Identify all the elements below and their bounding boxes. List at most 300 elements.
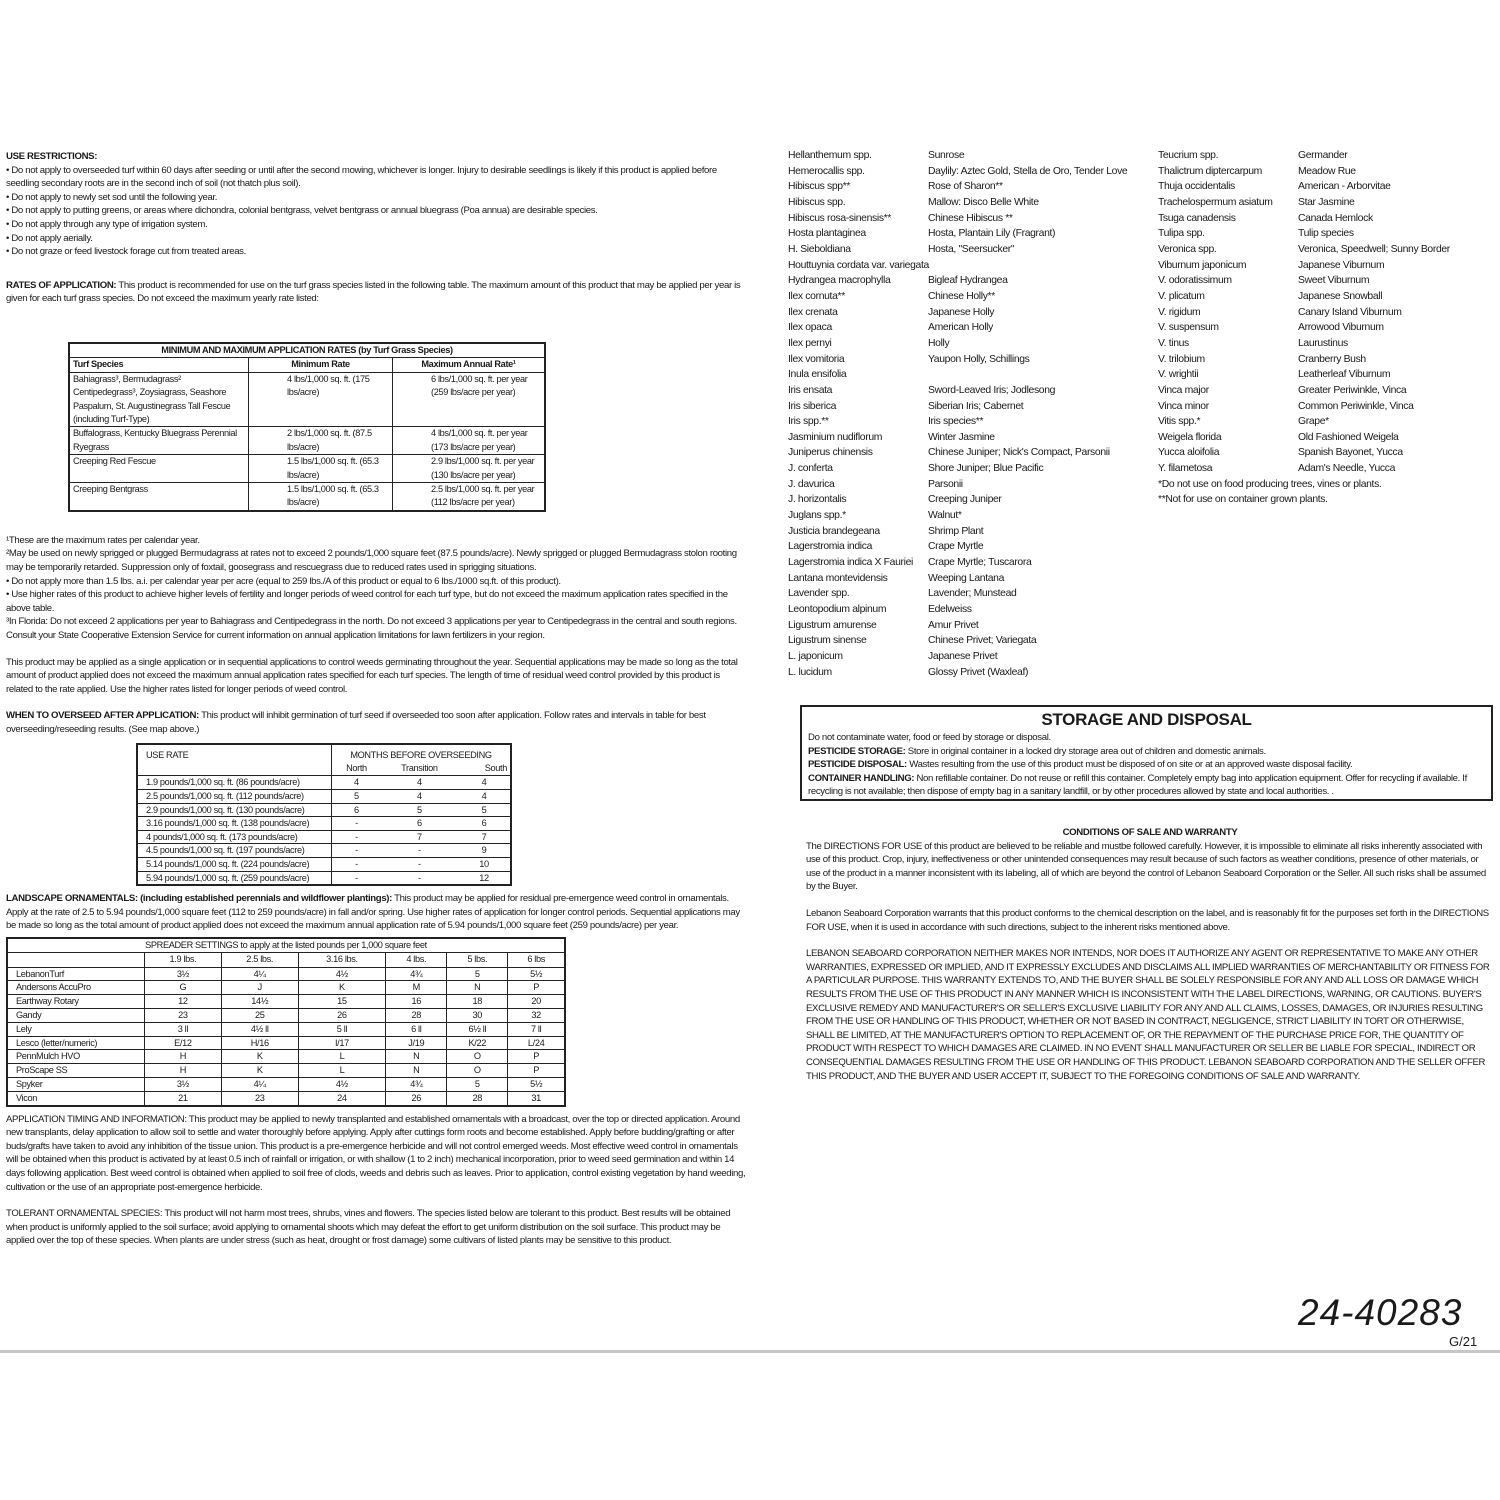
spreader-cell: 4½: [298, 967, 386, 981]
plant-common-name: Chinese Privet; Variegata: [928, 635, 1037, 647]
overseed-cell: -: [355, 818, 358, 829]
spreader-cell: 28: [386, 1009, 447, 1023]
overseed-cell: 6: [354, 804, 359, 815]
spreader-row: [7, 1022, 565, 1036]
overseed-cell: -: [418, 872, 421, 883]
spreader-col-header: 4 lbs.: [386, 953, 447, 967]
plant-row: [788, 336, 1148, 352]
plant-latin-name: Lavender spp.: [788, 588, 850, 600]
timing-text: APPLICATION TIMING AND INFORMATION: This product may be applied to newly transplanted and established ornamentals with a broadcast, over the top or directed application. Around new transplants, delay application to allow soil to settle and water thoroughly before applying. Apply after cuttings form roots and become established. Apply before budding/grafting or after buds/grafts have taken to avoid any inhibition of the tissue union. This product is a pre-emergence herbicide and will not control emerged weeds. Most effective weed control in ornamentals will be obtained when this product is activated by at least 0.5 inch of rainfall or irrigation, or with shallow (1 to 2 inch) mechanical incorporation, prior to weed seed germination and within 14 days following application. Best weed control is obtained when applied to soil free of clods, weeds and debris such as leaves. Prior to application, control existing vegetation by hand weeding, cultivation or the use of an appropriate post-emergence herbicide.: [6, 1113, 746, 1193]
rate-table-row: [69, 372, 545, 427]
plant-latin-name: Hibiscus spp**: [788, 181, 851, 193]
spreader-row: [7, 1064, 565, 1078]
plant-latin-name: Hellanthemum spp.: [788, 150, 872, 161]
overseed-cell: 4: [481, 777, 487, 788]
rates-text: This product is recommended for use on the turf grass species listed in the following table. The maximum amount of this product that may be applied per year is given for each turf grass species. Do not exceed the maximum yearly rate listed:: [6, 279, 741, 305]
plant-latin-name: Y. filametosa: [1158, 463, 1213, 475]
plant-latin-name: Tsuga canadensis: [1158, 212, 1236, 224]
overseed-cell: 5.14 pounds/1,000 sq. ft. (224 pounds/acre): [137, 857, 332, 871]
overseed-row: [137, 844, 511, 858]
spreader-cell: 4¾: [386, 967, 447, 981]
overseed-text: This product will inhibit germination of turf seed if overseeded too soon after application. Follow rates and intervals in table for best overseeding/reseeding results. (See map above.): [6, 710, 706, 735]
overseed-cell: 4: [416, 790, 422, 801]
plant-latin-name: Weigela florida: [1158, 431, 1222, 443]
spreader-col-header: 6 lbs: [508, 953, 565, 967]
spreader-cell: Spyker: [16, 1079, 43, 1090]
plant-latin-name: Juglans spp.*: [788, 510, 846, 522]
plant-common-name: Japanese Snowball: [1298, 290, 1383, 302]
plant-latin-name: Thalictrum diptercarpum: [1158, 165, 1262, 177]
plant-latin-name: Houttuynia cordata var. variegata: [788, 259, 929, 271]
overseed-row: [137, 871, 511, 885]
overseed-cell: 12: [479, 872, 489, 883]
plant-latin-name: Ligustrum amurense: [788, 619, 877, 631]
plant-row: [1158, 305, 1488, 321]
plant-row: [788, 602, 1148, 618]
spreader-cell: 6½ ll: [447, 1022, 508, 1036]
spreader-cell: G: [145, 981, 222, 995]
plant-latin-name: Ilex vomitoria: [788, 353, 845, 365]
conditions-p3: LEBANON SEABOARD CORPORATION NEITHER MAKES NOR INTENDS, NOR DOES IT AUTHORIZE ANY AGENT OR REPRESENTATIVE TO MAKE ANY OTHER WARRANTIES, EXPRESSED OR IMPLIED, AND IT EXPRESSLY EXCLUDES AND DISCLAIMS ALL IMPLIED WARRANTIES OF MERCHANTABILITY OR FITNESS FOR A PARTICULAR PURPOSE. THIS WARRANTY EXTENDS TO, AND THE BUYER SHALL BE SOLELY RESPONSIBLE FOR ANY AND ALL LOSS OR DAMAGE WHICH RESULTS FROM THE USE OF THIS PRODUCT IN ANY MANNER WHICH IS INCONSISTENT WITH THE LABEL DIRECTIONS, WARNING, OR CAUTIONS. BUYER'S EXCLUSIVE REMEDY AND MANUFACTURER'S OR SELLER'S EXCLUSIVE LIABILITY FOR ANY AND ALL CLAIMS, LOSSES, DAMAGES, OR INJURIES RESULTING FROM THE USE OR HANDLING OF THIS PRODUCT, WHETHER OR NOT BASED IN CONTRACT, NEGLIGENCE, STRICT LIABILITY IN TORT OR OTHERWISE, SHALL BE LIMITED, AT THE MANUFACTURER'S OPTION TO REPLACEMENT OF, OR THE REPAYMENT OF THE PURCHASE PRICE FOR, THE QUANTITY OF PRODUCT WITH RESPECT TO WHICH DAMAGES ARE CLAIMED. IN NO EVENT SHALL MANUFACTURER OR SELLER BE LIABLE FOR SPECIAL, INDIRECT OR CONSEQUENTIAL DAMAGES RESULTING FROM THE USE OR HANDLING OF THIS PRODUCT. LEBANON SEABOARD CORPORATION AND THE SELLER OFFER THIS PRODUCT, AND THE BUYER AND USER ACCEPT IT, SUBJECT TO THE FOREGOING CONDITIONS OF SALE AND WARRANTY.: [806, 948, 1490, 1082]
spreader-cell: 15: [298, 995, 386, 1009]
spreader-cell: J/19: [386, 1036, 447, 1050]
spreader-cell: K: [221, 1064, 298, 1078]
plant-row: [788, 211, 1148, 227]
plant-common-name: Yaupon Holly, Schillings: [928, 353, 1030, 365]
plant-latin-name: Teucrium spp.: [1158, 150, 1219, 161]
spreader-cell: 20: [508, 995, 565, 1009]
rate-table-title: MINIMUM AND MAXIMUM APPLICATION RATES (by Turf Grass Species): [69, 343, 545, 358]
overseed-region: North: [346, 762, 367, 773]
plant-latin-name: Veronica spp.: [1158, 243, 1217, 255]
page-divider: [0, 1350, 1500, 1353]
storage-item-label: PESTICIDE DISPOSAL:: [808, 759, 907, 771]
plant-common-name: Cranberry Bush: [1298, 353, 1366, 365]
plant-row: [1158, 383, 1488, 399]
plant-common-name: Star Jasmine: [1298, 196, 1355, 208]
plant-row: [1158, 414, 1488, 430]
overseed-cell: 4: [416, 777, 422, 788]
spreader-cell: Lesco (letter/numeric): [16, 1037, 98, 1048]
spreader-cell: H: [145, 1050, 222, 1064]
plant-common-name: Edelweiss: [928, 604, 972, 616]
plant-row: [788, 555, 1148, 571]
spreader-cell: 28: [447, 1091, 508, 1105]
rate-table-header: Minimum Rate: [249, 358, 393, 372]
overseed-row: [137, 857, 511, 871]
plant-row: [1158, 226, 1488, 242]
plant-row: [788, 195, 1148, 211]
spreader-row: [7, 967, 565, 981]
plant-latin-name: Hydrangea macrophylla: [788, 275, 891, 287]
restriction-line: • Do not apply to newly set sod until the following year.: [6, 191, 218, 203]
restriction-line: • Do not apply to putting greens, or areas where dichondra, colonial bentgrass, velvet bentgrass or annual bluegrass (Poa annua) are desirable species.: [6, 205, 598, 217]
overseed-region: Transition: [401, 762, 438, 773]
spreader-cell: E/12: [145, 1036, 222, 1050]
plant-row: [788, 649, 1148, 665]
rate-table-cell: 4 lbs/1,000 sq. ft. (175 lbs/acre): [249, 372, 393, 427]
plant-latin-name: Justicia brandegeana: [788, 525, 880, 537]
spreader-row: [7, 995, 565, 1009]
plant-common-name: Arrowood Viburnum: [1298, 322, 1384, 334]
storage-box: [800, 705, 1493, 801]
storage-title: STORAGE AND DISPOSAL: [1041, 710, 1252, 729]
spreader-cell: N: [447, 981, 508, 995]
plant-row: [788, 289, 1148, 305]
plant-latin-name: V. trilobium: [1158, 353, 1205, 365]
conditions-title: CONDITIONS OF SALE AND WARRANTY: [1062, 827, 1238, 838]
plant-common-name: Veronica, Speedwell; Sunny Border: [1298, 243, 1450, 255]
landscape-text: This product may be applied for residual pre-emergence weed control in ornamentals. Apply at the rate of 2.5 to 5.94 pounds/1,000 square feet (112 to 259 pounds/acre) in fall and/or spring. Use higher rates of application for longer control periods. Sequential applications may be made so long as the total amount of product applied does not exceed the maximum annual application rate of 5.94 pounds/1,000 square feet (259 pounds/acre) per year.: [6, 893, 740, 932]
spreader-cell: 24: [298, 1091, 386, 1105]
plant-latin-name: L. japonicum: [788, 651, 843, 662]
spreader-cell: 26: [386, 1091, 447, 1105]
plant-row: [788, 414, 1148, 430]
spreader-cell: 5 ll: [298, 1022, 386, 1036]
product-code: 24-40283: [1298, 1292, 1463, 1333]
plant-latin-name: Hosta plantaginea: [788, 228, 866, 240]
spreader-table: [6, 937, 566, 1107]
plant-row: [1158, 289, 1488, 305]
spreader-col-header: 3.16 lbs.: [298, 953, 386, 967]
plant-common-name: Crape Myrtle: [928, 541, 984, 553]
rate-table-row: [69, 427, 545, 455]
plant-row: [1158, 195, 1488, 211]
plant-common-name: Hosta, Plantain Lily (Fragrant): [928, 228, 1056, 240]
plant-common-name: Old Fashioned Weigela: [1298, 431, 1399, 443]
plant-common-name: Shrimp Plant: [928, 525, 984, 537]
overseed-group-header: MONTHS BEFORE OVERSEEDING: [350, 749, 492, 760]
plant-common-name: Iris species**: [928, 416, 984, 428]
left-column: [6, 150, 746, 1248]
plant-common-name: Spanish Bayonet, Yucca: [1298, 447, 1403, 459]
rate-table-header: Maximum Annual Rate¹: [393, 358, 546, 372]
plant-latin-name: Ilex cornuta**: [788, 290, 845, 302]
rate-table-cell: Creeping Bentgrass: [73, 484, 148, 494]
spreader-col-header: 2.5 lbs.: [221, 953, 298, 967]
plant-latin-name: Hemerocallis spp.: [788, 165, 865, 177]
plant-common-name: Japanese Privet: [928, 651, 998, 662]
plant-row: [788, 586, 1148, 602]
overseed-cell: 4 pounds/1,000 sq. ft. (173 pounds/acre): [137, 830, 332, 844]
overseed-cell: 7: [416, 831, 422, 842]
plant-latin-name: Tulipa spp.: [1158, 228, 1205, 240]
rates-section: [6, 279, 746, 306]
spreader-cell: 3 ll: [145, 1022, 222, 1036]
plant-row: [1158, 148, 1488, 164]
use-restrictions-heading: USE RESTRICTIONS:: [6, 151, 98, 162]
plant-common-name: Germander: [1298, 150, 1348, 161]
overseed-cell: -: [355, 872, 358, 883]
overseed-cell: 10: [479, 858, 489, 869]
spreader-row: [7, 1036, 565, 1050]
plant-latin-name: Vitis spp.*: [1158, 416, 1201, 428]
plant-row: [788, 461, 1148, 477]
overseed-cell: 5: [416, 804, 422, 815]
plant-latin-name: Ilex crenata: [788, 306, 838, 318]
plant-common-name: Creeping Juniper: [928, 494, 1002, 506]
plant-row: [788, 305, 1148, 321]
rate-table-cell: 2.9 lbs/1,000 sq. ft. per year (130 lbs/acre per year): [393, 455, 546, 483]
plant-common-name: Winter Jasmine: [928, 431, 995, 443]
plant-common-name: Common Periwinkle, Vinca: [1298, 400, 1414, 412]
plant-row: [1158, 164, 1488, 180]
plant-common-name: Grape*: [1298, 416, 1329, 428]
plant-latin-name: Jasminium nudiflorum: [788, 431, 883, 443]
plant-row: [788, 352, 1148, 368]
spreader-cell: M: [386, 981, 447, 995]
plant-row: [788, 618, 1148, 634]
plant-common-name: Laurustinus: [1298, 337, 1348, 349]
plant-note: **Not for use on container grown plants.: [1158, 494, 1328, 506]
spreader-cell: P: [508, 1050, 565, 1064]
spreader-cell: I/17: [298, 1036, 386, 1050]
plant-row: [1158, 399, 1488, 415]
conditions-section: [806, 826, 1494, 1083]
storage-item-label: CONTAINER HANDLING:: [808, 772, 915, 784]
spreader-col-header: 1.9 lbs.: [145, 953, 222, 967]
spreader-cell: L: [298, 1050, 386, 1064]
spreader-cell: Earthway Rotary: [16, 996, 79, 1007]
tolerant-text: TOLERANT ORNAMENTAL SPECIES: This product will not harm most trees, shrubs, vines and flowers. The species listed below are tolerant to this product. Best results will be obtained when product is uniformly applied to the soil surface; avoid applying to ornamental shoots which may defeat the effort to get uniform distribution on the soil surface. This product may be applied over the top of these species. When plants are under stress (such as heat, drought or frost damage) some cultivars of listed plants may be sensitive to this product.: [6, 1208, 731, 1247]
footnotes: [6, 534, 746, 643]
conditions-p2: Lebanon Seaboard Corporation warrants that this product conforms to the chemical description on the label, and is reasonably fit for the purposes set forth in the DIRECTIONS FOR USE, when it is used in accordance with such directions, subject to the inherent risks mentioned above.: [806, 907, 1489, 933]
plant-list-b: [1158, 148, 1488, 508]
overseed-cell: 9: [481, 845, 487, 856]
plant-row: [788, 524, 1148, 540]
plant-common-name: Sunrose: [928, 150, 965, 161]
plant-common-name: Tulip species: [1298, 228, 1354, 240]
plant-common-name: Daylily: Aztec Gold, Stella de Oro, Tender Love: [928, 165, 1128, 177]
plant-latin-name: Ilex opaca: [788, 322, 832, 334]
rate-table-row: [69, 455, 545, 483]
overseed-cell: 7: [481, 831, 487, 842]
plant-common-name: Bigleaf Hydrangea: [928, 275, 1008, 287]
rate-table-cell: 2.5 lbs/1,000 sq. ft. per year (112 lbs/acre per year): [393, 483, 546, 511]
spreader-col-header: 5 lbs.: [447, 953, 508, 967]
spreader-table-title: SPREADER SETTINGS to apply at the listed pounds per 1,000 square feet: [7, 938, 565, 953]
plant-row: [1158, 242, 1488, 258]
spreader-cell: 16: [386, 995, 447, 1009]
plant-latin-name: Lagerstromia indica: [788, 541, 873, 553]
storage-item-text: Non refillable container. Do not reuse or refill this container. Completely empty bag into application equipment. Offer for recycling if available. If recycling is not available; then dispose of empty bag in a sanitary landfill, or by other procedures allowed by state and local authorities. .: [808, 772, 1467, 798]
plant-row: [1158, 211, 1488, 227]
plant-common-name: Walnut*: [928, 510, 962, 522]
overseed-cell: -: [418, 858, 421, 869]
overseed-cell: -: [355, 845, 358, 856]
plant-common-name: Mallow: Disco Belle White: [928, 196, 1039, 208]
overseed-cell: 2.5 pounds/1,000 sq. ft. (112 pounds/acre): [137, 789, 332, 803]
storage-item: [808, 772, 1485, 799]
overseed-row: [137, 789, 511, 803]
plant-common-name: Crape Myrtle; Tuscarora: [928, 557, 1032, 569]
spreader-cell: 18: [447, 995, 508, 1009]
plant-row: [788, 258, 1148, 274]
rate-table-cell: 6 lbs/1,000 sq. ft. per year (259 lbs/acre per year): [393, 372, 546, 427]
plant-common-name: Sword-Leaved Iris; Jodlesong: [928, 384, 1056, 396]
overseed-cell: -: [418, 845, 421, 856]
plant-row: [788, 492, 1148, 508]
plant-common-name: Lavender; Munstead: [928, 588, 1017, 600]
spreader-cell: Vicon: [16, 1092, 38, 1103]
spreader-cell: 5½: [508, 1078, 565, 1092]
spreader-cell: 4½ ll: [221, 1022, 298, 1036]
spreader-cell: K: [221, 1050, 298, 1064]
plant-latin-name: J. davurica: [788, 478, 835, 490]
rate-table: [68, 342, 546, 512]
plant-common-name: Shore Juniper; Blue Pacific: [928, 463, 1044, 475]
spreader-cell: Lely: [16, 1023, 32, 1034]
plant-row: [788, 430, 1148, 446]
rate-table-cell: Bahiagrass³, Bermudagrass² Centipedegrass³, Zoysiagrass, Seashore Paspalum, St. Augustinegrass Tall Fescue (including Turf-Type): [73, 373, 231, 424]
spreader-row: [7, 1078, 565, 1092]
use-restrictions-section: [6, 150, 746, 259]
plant-common-name: Rose of Sharon**: [928, 181, 1003, 193]
overseed-table: [136, 743, 512, 887]
plant-row: [788, 164, 1148, 180]
plant-common-name: Weeping Lantana: [928, 572, 1005, 584]
spreader-cell: 4¼: [221, 967, 298, 981]
plant-common-name: Chinese Juniper; Nick's Compact, Parsonii: [928, 447, 1110, 459]
plant-common-name: American Holly: [928, 322, 993, 334]
plant-latin-name: Ligustrum sinense: [788, 635, 867, 647]
plant-row: [788, 273, 1148, 289]
plant-latin-name: Yucca aloifolia: [1158, 447, 1220, 459]
spreader-row: [7, 981, 565, 995]
plant-row: [788, 226, 1148, 242]
spreader-cell: 32: [508, 1009, 565, 1023]
overseed-cell: -: [355, 858, 358, 869]
plant-common-name: Amur Privet: [928, 619, 979, 631]
spreader-cell: PennMulch HVO: [16, 1051, 80, 1062]
overseed-row: [137, 803, 511, 817]
spreader-row: [7, 1091, 565, 1105]
overseed-region: South: [484, 762, 507, 773]
spreader-cell: 3½: [145, 1078, 222, 1092]
plant-row: [1158, 258, 1488, 274]
overseed-cell: 5: [354, 790, 359, 801]
plant-row: [788, 148, 1148, 164]
plant-common-name: Chinese Holly**: [928, 290, 995, 302]
overseed-cell: 3.16 pounds/1,000 sq. ft. (138 pounds/acre): [137, 817, 332, 831]
spreader-cell: P: [508, 1064, 565, 1078]
storage-item-text: Store in original container in a locked dry storage area out of children and domestic animals.: [905, 745, 1266, 757]
restriction-line: • Do not apply aerially.: [6, 232, 93, 244]
spreader-cell: N: [386, 1064, 447, 1078]
restriction-line: • Do not apply to overseeded turf within 60 days after seeding or until after the second mowing, whichever is longer. Injury to desirable seedlings is likely if this product is applied before seedling secondary roots are in the second inch of soil (not thatch plus soil).: [6, 164, 717, 190]
plant-row: [1158, 367, 1488, 383]
plant-latin-name: Lantana montevidensis: [788, 572, 888, 584]
restriction-line: • Do not graze or feed livestock forage cut from treated areas.: [6, 246, 246, 258]
plant-latin-name: Inula ensifolia: [788, 369, 847, 381]
plant-latin-name: Leontopodium alpinum: [788, 604, 887, 616]
plant-latin-name: L. lucidum: [788, 666, 832, 678]
plant-common-name: Hosta, "Seersucker": [928, 243, 1015, 255]
overseed-cell: 4: [481, 790, 487, 801]
plant-latin-name: V. rigidum: [1158, 306, 1201, 318]
plant-latin-name: Thuja occidentalis: [1158, 181, 1235, 193]
spreader-cell: 4½: [298, 1078, 386, 1092]
spreader-cell: 5: [447, 1078, 508, 1092]
overseed-cell: 4.5 pounds/1,000 sq. ft. (197 pounds/acre): [137, 844, 332, 858]
plant-latin-name: V. odoratissimum: [1158, 275, 1232, 287]
spreader-cell: Andersons AccuPro: [16, 982, 91, 993]
plant-row: [788, 633, 1148, 649]
footnote-line: ¹These are the maximum rates per calendar year.: [6, 534, 200, 546]
spreader-cell: 12: [145, 995, 222, 1009]
plant-latin-name: V. suspensum: [1158, 322, 1219, 334]
spreader-cell: 5: [447, 967, 508, 981]
spreader-cell: H/16: [221, 1036, 298, 1050]
plant-latin-name: Trachelospermum asiatum: [1158, 196, 1273, 208]
plant-latin-name: V. tinus: [1158, 337, 1189, 349]
spreader-cell: K/22: [447, 1036, 508, 1050]
plant-latin-name: Vinca major: [1158, 384, 1209, 396]
rate-table-wrap: [68, 342, 546, 512]
overseed-cell: 5: [481, 804, 487, 815]
spreader-cell: L/24: [508, 1036, 565, 1050]
plant-common-name: Chinese Hibiscus **: [928, 212, 1013, 224]
plant-row: [1158, 430, 1488, 446]
plant-row: [788, 508, 1148, 524]
plant-row: [788, 571, 1148, 587]
overseed-cell: 4: [354, 777, 359, 788]
restriction-line: • Do not apply through any type of irrigation system.: [6, 218, 208, 230]
overseed-row: [137, 830, 511, 844]
spreader-cell: N: [386, 1050, 447, 1064]
plant-latin-name: V. wrightii: [1158, 369, 1199, 381]
plant-common-name: Leatherleaf Viburnum: [1298, 369, 1391, 381]
plant-latin-name: Ilex pernyi: [788, 337, 832, 349]
plant-latin-name: J. conferta: [788, 463, 833, 475]
spreader-cell: H: [145, 1064, 222, 1078]
rate-table-header: Turf Species: [73, 359, 124, 370]
plant-common-name: Greater Periwinkle, Vinca: [1298, 384, 1407, 396]
plant-latin-name: Hibiscus rosa-sinensis**: [788, 212, 892, 224]
spreader-cell: 7 ll: [508, 1022, 565, 1036]
storage-items: [808, 745, 1485, 799]
spreader-cell: 23: [145, 1009, 222, 1023]
plant-common-name: Holly: [928, 337, 950, 349]
plant-common-name: Adam's Needle, Yucca: [1298, 463, 1396, 475]
spreader-cell: ProScape SS: [16, 1065, 68, 1076]
plant-common-name: Japanese Holly: [928, 306, 995, 318]
plant-row: [1158, 461, 1488, 477]
rate-table-cell: 2 lbs/1,000 sq. ft. (87.5 lbs/acre): [249, 427, 393, 455]
spreader-cell: 4¼: [221, 1078, 298, 1092]
plant-row: [1158, 352, 1488, 368]
spreader-row: [7, 1009, 565, 1023]
plant-common-name: Japanese Viburnum: [1298, 259, 1385, 271]
spreader-cell: 4¾: [386, 1078, 447, 1092]
storage-item-text: Wastes resulting from the use of this product must be disposed of on site or at an approved waste disposal facility.: [906, 759, 1353, 771]
spreader-cell: P: [508, 981, 565, 995]
plant-row: [1158, 320, 1488, 336]
overseed-cell: -: [355, 831, 358, 842]
plant-row: [1158, 445, 1488, 461]
rate-table-cell: Buffalograss, Kentucky Bluegrass Perennial Ryegrass: [73, 428, 237, 452]
storage-item: [808, 745, 1485, 759]
spreader-cell: 14½: [221, 995, 298, 1009]
plant-row: [788, 179, 1148, 195]
plant-note: *Do not use on food producing trees, vines or plants.: [1158, 478, 1382, 490]
plant-row: [788, 445, 1148, 461]
overseed-col-use-rate: USE RATE: [137, 744, 332, 776]
plant-common-name: Canary Island Viburnum: [1298, 306, 1402, 318]
overseed-row: [137, 817, 511, 831]
footnote-line: ²May be used on newly sprigged or plugged Bermudagrass at rates not to exceed 2 pounds/1,000 square feet (87.5 pounds/acre). Newly sprigged or plugged Bermudagrass stolon rooting may be temporarily retarded. Suppression only of foxtail, goosegrass and rescuegrass due to reduced rates used in sprigging situations.: [6, 548, 737, 573]
spreader-cell: 6 ll: [386, 1022, 447, 1036]
